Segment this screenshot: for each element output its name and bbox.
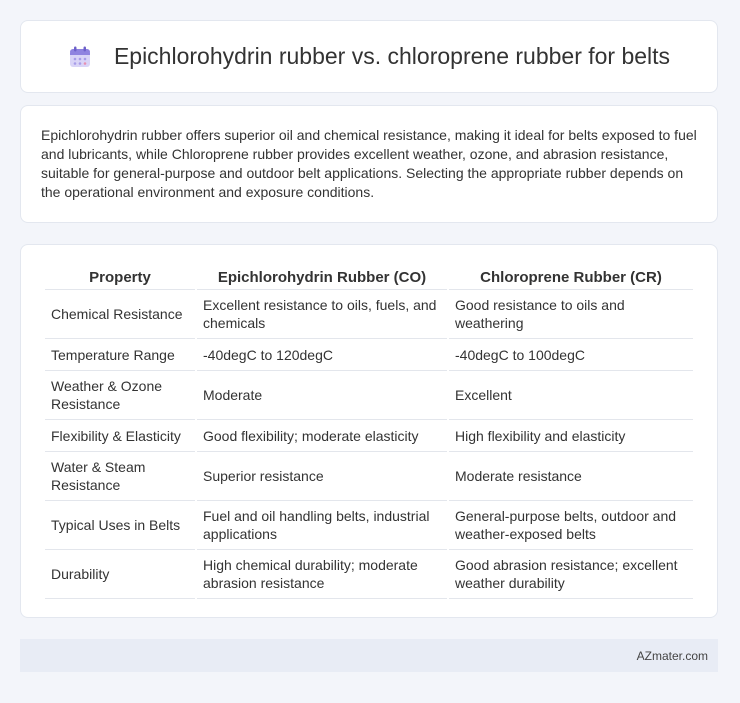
chloroprene-cell: -40degC to 100degC [449, 339, 693, 371]
footer-bar [20, 639, 718, 672]
epichlorohydrin-cell: Fuel and oil handling belts, industrial applications [197, 501, 447, 550]
table-row [45, 452, 693, 501]
footer-brand[interactable]: AZmater.com [636, 648, 708, 663]
property-cell: Typical Uses in Belts [45, 501, 195, 550]
page-title: Epichlorohydrin rubber vs. chloroprene rubber for belts [113, 43, 671, 69]
property-cell: Temperature Range [45, 339, 195, 371]
header-epichlorohydrin: Epichlorohydrin Rubber (CO) [197, 265, 447, 290]
property-cell: Weather & Ozone Resistance [45, 371, 195, 420]
property-cell: Water & Steam Resistance [45, 452, 195, 501]
table-card [20, 244, 718, 618]
epichlorohydrin-cell: Superior resistance [197, 452, 447, 501]
chloroprene-cell: Good resistance to oils and weathering [449, 290, 693, 339]
epichlorohydrin-cell: Moderate [197, 371, 447, 420]
epichlorohydrin-cell: -40degC to 120degC [197, 339, 447, 371]
title-card [20, 20, 718, 93]
intro-card [20, 105, 718, 223]
property-cell: Flexibility & Elasticity [45, 420, 195, 452]
calendar-icon [68, 45, 92, 69]
chloroprene-cell: General-purpose belts, outdoor and weather-exposed belts [449, 501, 693, 550]
property-cell: Chemical Resistance [45, 290, 195, 339]
epichlorohydrin-cell: Good flexibility; moderate elasticity [197, 420, 447, 452]
table-row [45, 420, 693, 452]
table-row [45, 550, 693, 599]
table-header-row [45, 265, 693, 290]
property-cell: Durability [45, 550, 195, 599]
header-property: Property [45, 265, 195, 290]
epichlorohydrin-cell: High chemical durability; moderate abrasion resistance [197, 550, 447, 599]
epichlorohydrin-cell: Excellent resistance to oils, fuels, and chemicals [197, 290, 447, 339]
chloroprene-cell: High flexibility and elasticity [449, 420, 693, 452]
table-row [45, 371, 693, 420]
intro-text: Epichlorohydrin rubber offers superior oil and chemical resistance, making it ideal for belts exposed to fuel and lubricants, while Chloroprene rubber provides excellent weather, ozone, and abrasion resistance, suitable for general-purpose and outdoor belt applications. Selecting the appropriate rubber depends on the operational environment and exposure conditions. [41, 127, 697, 200]
chloroprene-cell: Good abrasion resistance; excellent weather durability [449, 550, 693, 599]
table-row [45, 501, 693, 550]
chloroprene-cell: Moderate resistance [449, 452, 693, 501]
comparison-table [43, 265, 695, 599]
header-chloroprene: Chloroprene Rubber (CR) [449, 265, 693, 290]
table-row [45, 290, 693, 339]
chloroprene-cell: Excellent [449, 371, 693, 420]
title-wrap [68, 43, 670, 70]
table-row [45, 339, 693, 371]
